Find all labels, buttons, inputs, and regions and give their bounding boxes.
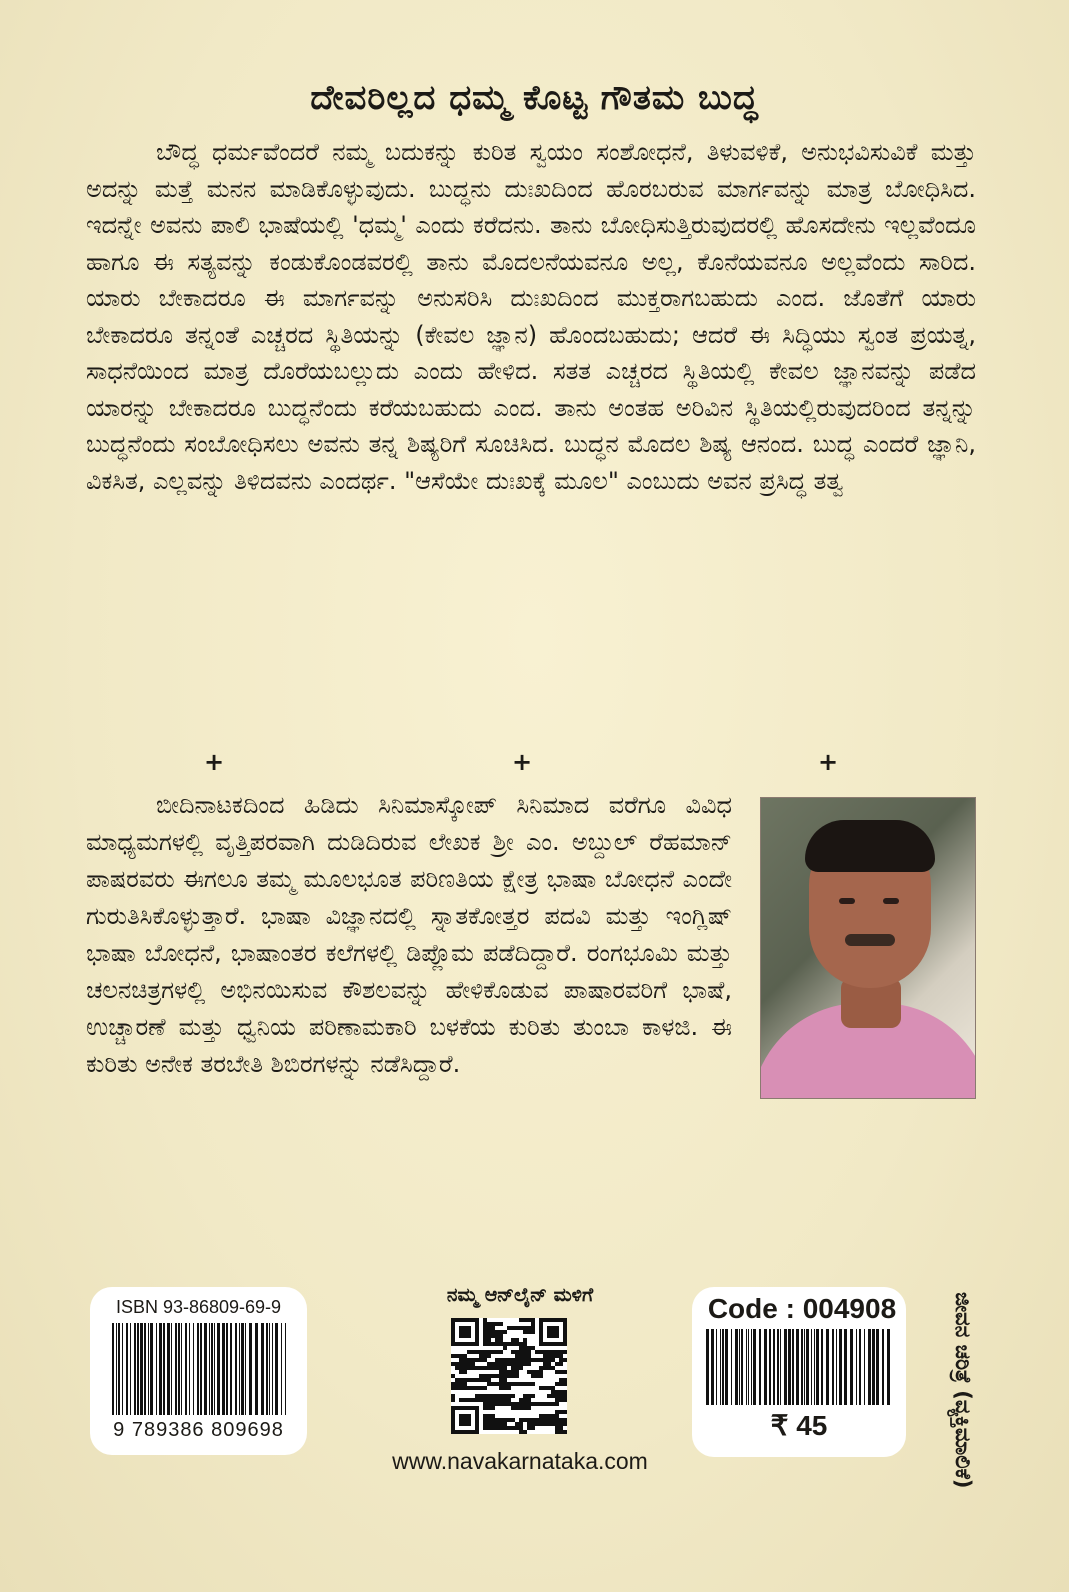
series-label: ಜೀವನ ಚರಿತ್ರೆ (ವ್ಯಕ್ತಿಮಾಲಿಕೆ) [951, 1292, 975, 1489]
cover-title: ದೇವರಿಲ್ಲದ ಧಮ್ಮ ಕೊಟ್ಟ ಗೌತಮ ಬುದ್ಧ [310, 78, 759, 118]
isbn-barcode [112, 1323, 287, 1415]
separator-mark: + [204, 748, 225, 776]
author-bio-paragraph [86, 787, 976, 1099]
separator-mark: + [818, 748, 839, 776]
isbn-label: ISBN 93-86809-69-9 [115, 1297, 282, 1317]
description-paragraph [86, 134, 976, 499]
code-price-panel [692, 1287, 906, 1457]
online-store-label: ನಮ್ಮ ಆನ್‌ಲೈನ್ ಮಳಿಗೆ [446, 1284, 594, 1306]
price-label: ₹ 45 [770, 1410, 828, 1441]
author-photo [760, 797, 976, 1099]
code-barcode [706, 1329, 892, 1405]
isbn-number: 9 789386 809698 [113, 1419, 284, 1441]
separator-mark: + [512, 748, 533, 776]
qr-code-icon[interactable] [451, 1318, 567, 1434]
book-code: Code : 004908 [707, 1293, 897, 1324]
author-bio-text: ಬೀದಿನಾಟಕದಿಂದ ಹಿಡಿದು ಸಿನಿಮಾಸ್ಕೋಪ್ ಸಿನಿಮಾದ ವರೆಗೂ ವಿವಿಧ ಮಾಧ್ಯಮಗಳಲ್ಲಿ ವೃತ್ತಿಪರವಾಗಿ ದುಡಿದಿರುವ ಲೇಖಕ ಶ್ರೀ ಎಂ. ಅಬ್ದುಲ್ ರೆಹಮಾನ್ ಪಾಷರವರು ಈಗಲೂ ತಮ್ಮ ಮೂಲಭೂತ ಪರಿಣತಿಯ ಕ್ಷೇತ್ರ ಭಾಷಾ ಬೋಧನೆ ಎಂದೇ ಗುರುತಿಸಿಕೊಳ್ಳುತ್ತಾರೆ. ಭಾಷಾ ವಿಜ್ಞಾನದಲ್ಲಿ ಸ್ನಾತಕೋತ್ತರ ಪದವಿ ಮತ್ತು ಇಂಗ್ಲಿಷ್ ಭಾಷಾ ಬೋಧನೆ, ಭಾಷಾಂತರ ಕಲೆಗಳಲ್ಲಿ ಡಿಪ್ಲೊಮ ಪಡೆದಿದ್ದಾರೆ. ರಂಗಭೂಮಿ ಮತ್ತು ಚಲನಚಿತ್ರಗಳಲ್ಲಿ ಅಭಿನಯಿಸುವ ಕೌಶಲವನ್ನು ಹೇಳಿಕೊಡುವ ಪಾಷಾರವರಿಗೆ ಭಾಷೆ, ಉಚ್ಚಾರಣೆ ಮತ್ತು ಧ್ವನಿಯ ಪರಿಣಾಮಕಾರಿ ಬಳಕೆಯ ಕುರಿತು ತುಂಬಾ ಕಾಳಜಿ. ಈ ಕುರಿತು ಅನೇಕ ತರಬೇತಿ ಶಿಬಿರಗಳನ್ನು ನಡೆಸಿದ್ದಾರೆ. [86, 791, 732, 1078]
description-text: ಬೌದ್ಧ ಧರ್ಮವೆಂದರೆ ನಮ್ಮ ಬದುಕನ್ನು ಕುರಿತ ಸ್ವಯಂ ಸಂಶೋಧನೆ, ತಿಳುವಳಿಕೆ, ಅನುಭವಿಸುವಿಕೆ ಮತ್ತು ಅದನ್ನು ಮತ್ತೆ ಮನನ ಮಾಡಿಕೊಳ್ಳುವುದು. ಬುದ್ಧನು ದುಃಖದಿಂದ ಹೊರಬರುವ ಮಾರ್ಗವನ್ನು ಮಾತ್ರ ಬೋಧಿಸಿದ. ಇದನ್ನೇ ಅವನು ಪಾಲಿ ಭಾಷೆಯಲ್ಲಿ 'ಧಮ್ಮ' ಎಂದು ಕರೆದನು. ತಾನು ಬೋಧಿಸುತ್ತಿರುವುದರಲ್ಲಿ ಹೊಸದೇನು ಇಲ್ಲವೆಂದೂ ಹಾಗೂ ಈ ಸತ್ಯವನ್ನು ಕಂಡುಕೊಂಡವರಲ್ಲಿ ತಾನು ಮೊದಲನೆಯವನೂ ಅಲ್ಲ, ಕೊನೆಯವನೂ ಅಲ್ಲವೆಂದು ಸಾರಿದ. ಯಾರು ಬೇಕಾದರೂ ಈ ಮಾರ್ಗವನ್ನು ಅನುಸರಿಸಿ ದುಃಖದಿಂದ ಮುಕ್ತರಾಗಬಹುದು ಎಂದ. ಜೊತೆಗೆ ಯಾರು ಬೇಕಾದರೂ ತನ್ನಂತೆ ಎಚ್ಚರದ ಸ್ಥಿತಿಯನ್ನು (ಕೇವಲ ಜ್ಞಾನ) ಹೊಂದಬಹುದು; ಆದರೆ ಈ ಸಿದ್ಧಿಯು ಸ್ವಂತ ಪ್ರಯತ್ನ, ಸಾಧನೆಯಿಂದ ಮಾತ್ರ ದೊರೆಯಬಲ್ಲುದು ಎಂದು ಹೇಳಿದ. ಸತತ ಎಚ್ಚರದ ಸ್ಥಿತಿಯಲ್ಲಿ ಕೇವಲ ಜ್ಞಾನವನ್ನು ಪಡೆದ ಯಾರನ್ನು ಬೇಕಾದರೂ ಬುದ್ಧನೆಂದು ಕರೆಯಬಹುದು ಎಂದ. ತಾನು ಅಂತಹ ಅರಿವಿನ ಸ್ಥಿತಿಯಲ್ಲಿರುವುದರಿಂದ ತನ್ನನ್ನು ಬುದ್ಧನೆಂದು ಸಂಬೋಧಿಸಲು ಅವನು ತನ್ನ ಶಿಷ್ಯರಿಗೆ ಸೂಚಿಸಿದ. ಬುದ್ಧನ ಮೊದಲ ಶಿಷ್ಯ ಆನಂದ. ಬುದ್ಧ ಎಂದರೆ ಜ್ಞಾನಿ, ವಿಕಸಿತ, ಎಲ್ಲವನ್ನು ತಿಳಿದವನು ಎಂದರ್ಥ. "ಆಸೆಯೇ ದುಃಖಕ್ಕೆ ಮೂಲ" ಎಂಬುದು ಅವನ ಪ್ರಸಿದ್ಧ ತತ್ವ [86, 138, 976, 495]
isbn-barcode-panel [90, 1287, 307, 1455]
website-link[interactable]: www.navakarnataka.com [392, 1448, 648, 1474]
